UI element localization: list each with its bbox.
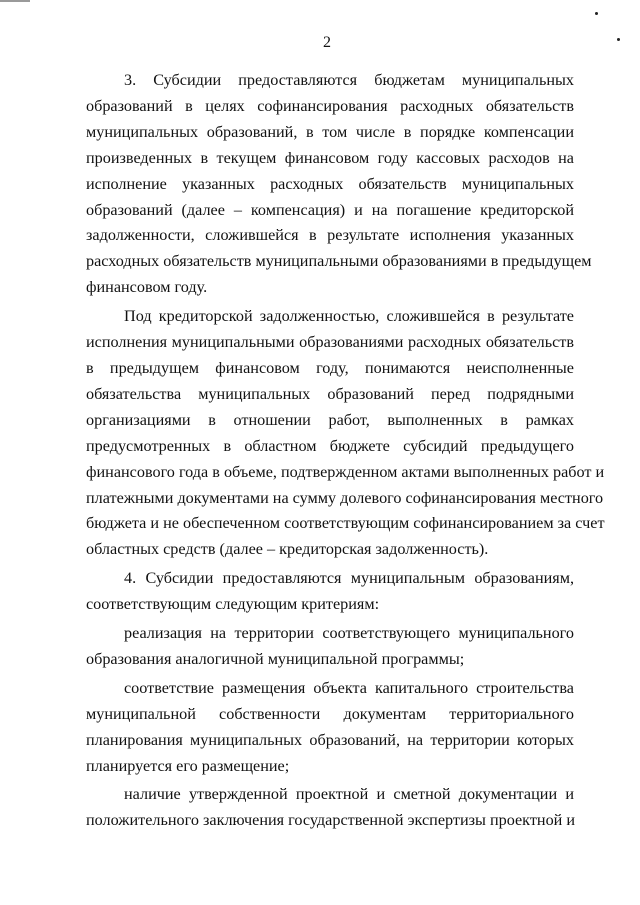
text-line: образования аналогичной муниципальной программы;: [86, 649, 465, 668]
text-line: областных средств (далее – кредиторская задолженность).: [86, 540, 489, 559]
text-line: соответствие размещения объекта капитального строительства: [124, 678, 574, 697]
text-line: наличие утвержденной проектной и сметной документации и: [124, 785, 574, 804]
scan-speck: [595, 12, 598, 15]
text-line: обязательства муниципальных образований перед подрядными: [86, 384, 574, 403]
text-line: муниципальной собственности документам территориального: [86, 704, 574, 723]
text-line: бюджета и не обеспеченном соответствующим софинансированием за счет: [86, 514, 605, 533]
text-line: исполнение указанных расходных обязательств муниципальных: [86, 174, 574, 193]
text-line: соответствующим следующим критериям:: [86, 595, 380, 614]
text-line: в предыдущем финансовом году, понимаются неисполненные: [86, 358, 574, 377]
text-line: муниципальных образований, в том числе в порядке компенсации: [86, 122, 574, 141]
scan-edge-mark: [0, 0, 30, 2]
text-line: финансовом году.: [86, 278, 208, 297]
text-line: реализация на территории соответствующего муниципального: [124, 624, 574, 643]
text-line: 3. Субсидии предоставляются бюджетам муниципальных: [124, 71, 574, 89]
text-line: Под кредиторской задолженностью, сложившейся в результате: [124, 307, 574, 326]
text-line: исполнения муниципальными образованиями расходных обязательств: [86, 333, 574, 352]
criterion-program: [86, 621, 574, 673]
text-line: планирования муниципальных образований, на территории которых: [86, 730, 574, 749]
text-line: положительного заключения государственной экспертизы проектной и: [86, 811, 576, 830]
text-line: образований (далее – компенсация) и на погашение кредиторской: [86, 200, 574, 219]
text-line: предусмотренных в областном бюджете субсидий предыдущего: [86, 436, 574, 455]
paragraph-4-criteria: [86, 566, 574, 618]
page-number: 2: [323, 34, 331, 51]
text-line: образований в целях софинансирования расходных обязательств: [86, 96, 574, 115]
paragraph-credit-debt-definition: [86, 304, 605, 563]
criterion-documentation: [86, 782, 574, 834]
text-line: планируется его размещение;: [86, 756, 290, 775]
text-line: финансового года в объеме, подтвержденном актами выполненных работ и: [86, 462, 605, 481]
paragraph-3-subsidies: [86, 68, 592, 301]
text-line: произведенных в текущем финансовом году кассовых расходов на: [86, 148, 574, 167]
text-line: задолженности, сложившейся в результате исполнения указанных: [86, 226, 574, 245]
text-line: 4. Субсидии предоставляются муниципальным образованиям,: [124, 569, 574, 588]
text-line: организациями в отношении работ, выполненных в рамках: [86, 410, 574, 429]
text-line: расходных обязательств муниципальными образованиями в предыдущем: [86, 252, 592, 271]
document-body: [86, 68, 605, 837]
text-line: платежными документами на сумму долевого софинансирования местного: [86, 488, 604, 507]
criterion-placement: [86, 676, 574, 780]
